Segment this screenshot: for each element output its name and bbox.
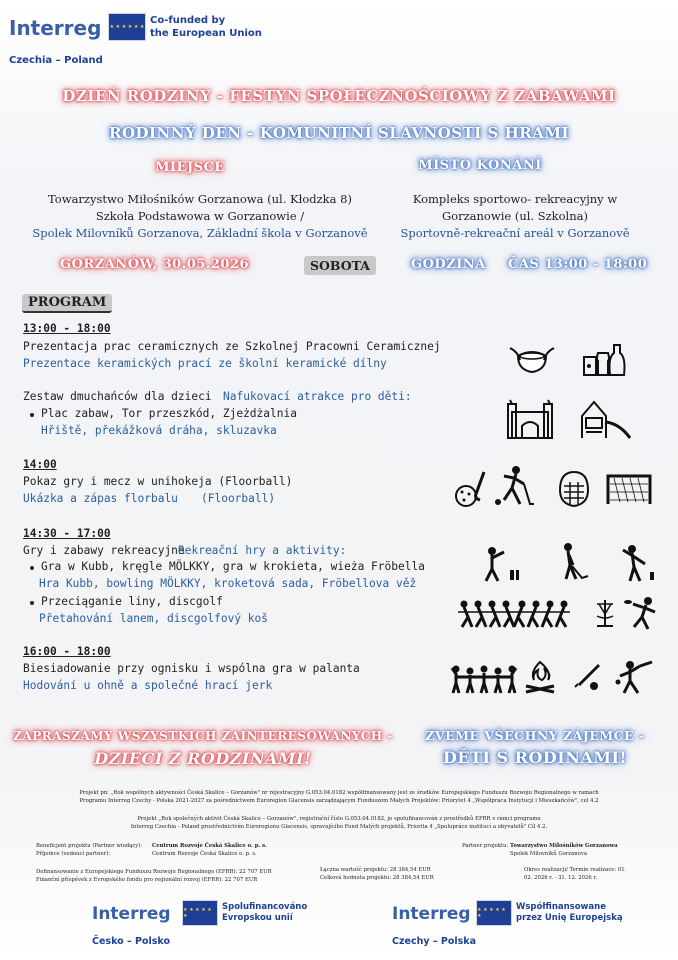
footer-left-interreg: Interreg <box>92 904 171 924</box>
kubb-player-icon <box>480 546 520 582</box>
playground-icon <box>578 396 634 440</box>
tug-of-war-icon <box>458 598 570 628</box>
footer-right-region: Czechy – Polska <box>392 936 477 947</box>
recipient-value: Centrum Rozvoje Česká Skalice o. p. s. <box>152 851 257 857</box>
venue-heading-cz: MÍSTO KONÁNÍ <box>418 158 542 173</box>
period-line2: 02. 2026 r. - 31. 12. 2026 r. <box>524 875 598 881</box>
block2-time: 14:00 <box>23 458 57 471</box>
period-line1: Okres realizacji/ Termín realizace: 01. <box>524 867 627 873</box>
block4-time: 16:00 - 18:00 <box>23 645 111 658</box>
block4-cz1: Hodování u ohně a společné hrací jerk <box>23 679 273 692</box>
block1-pl1: Prezentacja prac ceramicznych ze Szkolnej Pracowni Ceramicznej <box>23 340 441 353</box>
campfire-icon <box>524 660 556 694</box>
invite-pl-line1: ZAPRASZAMY WSZYSTKICH ZAINTERESOWANYCH - <box>13 729 393 743</box>
block1-cz1: Prezentace keramických prací ze školní keramické dílny <box>23 357 387 370</box>
block3-pl1: Gry i zabawy rekreacyjne <box>23 544 185 557</box>
venue-left-line3: Spolek Milovníků Gorzanova, Základní škola v Gorzanově <box>32 226 368 240</box>
block2-pl1: Pokaz gry i mecz w unihokeja (Floorball) <box>23 475 293 488</box>
beneficiary-value: Centrum Rozvoje Česká Skalice o. p. s. <box>152 843 267 849</box>
invite-cz-line2: DĚTI S RODINAMI! <box>442 748 627 767</box>
footer-right-interreg: Interreg <box>392 904 471 924</box>
block3-pl3: Przeciąganie liny, discgolf <box>41 595 223 608</box>
disc-golf-basket-icon <box>594 598 616 628</box>
invite-pl-line2: DZIECI Z RODZINAMI! <box>94 749 312 768</box>
cofinancing-pl: Dofinansowanie z Europejskiego Funduszu Rozwoju Regionalnego (EFRR): 22 707 EUR <box>36 869 272 875</box>
bullet <box>30 601 34 605</box>
croquet-player-icon <box>552 542 592 582</box>
total-value-cz: Celková hodnota projektu: 28 384,54 EUR <box>320 875 434 881</box>
block3-cz2: Hra Kubb, bowling MÖLKKY, kroketová sada, Fröbellova věž <box>39 577 417 590</box>
recipient-label: Příjemce (vedoucí partner): <box>36 851 111 857</box>
venue-left-line1: Towarzystwo Miłośników Gorzanowa (ul. Kłodzka 8) <box>48 192 352 206</box>
floorball-stick-icon <box>450 470 488 510</box>
eu-cofunded-label: Co-funded by the European Union <box>150 15 262 39</box>
title-pl: DZIEŃ RODZINY - FESTYN SPOŁECZNOŚCIOWY Z ZABAWAMI <box>62 87 616 105</box>
venue-right-line3: Sportovně-rekreační areál v Gorzanově <box>400 226 630 240</box>
eu-flag-icon: ★ ★ ★ ★ ★ ★ <box>108 13 146 41</box>
total-value-pl: Łączna wartość projektu: 28 384,54 EUR <box>320 867 431 873</box>
partner-value: Towarzystwo Miłośników Gorzanowa <box>510 843 618 849</box>
event-date: GORZANÓW, 30.05.2026 <box>60 257 250 272</box>
goal-net-icon <box>604 470 654 506</box>
venue-right-line1: Kompleks sportowo- rekreacyjny w <box>412 192 618 206</box>
program-label: PROGRAM <box>22 294 112 313</box>
partner-cz: Spolek Milovníků Gorzanova <box>510 851 587 857</box>
footer-right-eu: Współfinansowane przez Unię Europejską <box>516 902 623 923</box>
block2-cz1a: Ukázka a zápas florbalu <box>23 492 178 505</box>
floorball-player-icon <box>492 464 536 508</box>
bullet <box>30 566 34 570</box>
venue-heading-pl: MIEJSCE <box>155 160 225 175</box>
goalie-helmet-icon <box>556 470 592 508</box>
fineprint-cz: Projekt „Rok společných aktivit Česká Skalice – Gorzanów", registrační číslo G.053.04.0182, je spolufinancován z prostředků EFRR v rámci programu Interreg Czechia - Poland prostřednictvím Euroregionu Glacensis, spravujícího Fond Malých projektů, Priorita 4 „Spolupráce institucí a obyvatelů" Cíl 4.2. <box>130 816 548 830</box>
event-day: SOBOTA <box>304 256 376 275</box>
title-cz: RODINNÝ DEN - KOMUNITNÍ SLAVNOSTI S HRAMI <box>109 124 569 142</box>
block1-cz3: Hřiště, překážková dráha, skluzavka <box>41 424 277 437</box>
pottery-hands-icon <box>508 342 556 376</box>
block3-time: 14:30 - 17:00 <box>23 527 111 540</box>
partner-label: Partner projektu: <box>462 843 509 849</box>
block1-time: 13:00 - 18:00 <box>23 322 111 335</box>
batter-icon <box>614 660 654 694</box>
bullet <box>30 413 34 417</box>
eu-flag-icon: ★ ★ ★ ★ ★ ★ <box>182 900 218 926</box>
cofinancing-cz: Finanční příspěvek z Evropského fondu pro regionální rozvoj (EFRR): 22 707 EUR <box>36 877 258 883</box>
venue-right-line2: Gorzanowie (ul. Szkolna) <box>442 209 588 223</box>
people-together-icon <box>450 664 518 694</box>
disc-golf-thrower-icon <box>624 596 660 630</box>
invite-cz-line1: ZVEME VŠECHNY ZÁJEMCE - <box>425 728 645 743</box>
time-label-pl: GODZINA <box>411 257 486 272</box>
venue-left-line2: Szkoła Podstawowa w Gorzanowie / <box>95 209 305 223</box>
footer-left-eu: Spolufinancováno Evropskou unií <box>222 902 308 923</box>
interreg-logo: Interreg <box>9 16 102 40</box>
venue-right <box>400 191 630 242</box>
block1-cz2: Nafukovací atrakce pro děti: <box>223 390 412 403</box>
footer-left-region: Česko – Polsko <box>92 936 171 947</box>
block3-pl2: Gra w Kubb, kręgle MÖLKKY, gra w krokieta, wieża Fröbella <box>41 560 425 573</box>
block1-pl3: Plac zabaw, Tor przeszkód, Zjeżdżalnia <box>41 407 297 420</box>
region-label: Czechia – Poland <box>9 55 103 66</box>
time-label-cz: ČAS 13:00 - 18:00 <box>508 257 648 272</box>
vases-icon <box>580 343 628 377</box>
bat-and-ball-icon <box>572 662 602 692</box>
eu-flag-icon: ★ ★ ★ ★ ★ ★ <box>476 900 512 926</box>
bouncy-castle-icon <box>506 398 554 440</box>
block3-cz3: Přetahování lanem, discgolfový koš <box>39 612 269 625</box>
molkky-player-icon <box>618 544 658 584</box>
block1-pl2: Zestaw dmuchańców dla dzieci <box>23 390 212 403</box>
venue-left <box>20 191 380 242</box>
fineprint-pl: Projekt pn: „Rok wspólnych aktywności Česká Skalice – Gorzanów" nr rejestracyjny G.053.04.0182 współfinansowany jest ze środków Europejskiego Funduszu Rozwoju Regionalnego w ramach Programu Interreg Czechy - Polska 2021-2027 za pośrednictwem Euroregion Glacensis zarządzającym Funduszem Małych Projektów; Priorytet 4 „Współpraca Instytucji i Mieszkańców", cel 4.2 <box>79 790 599 804</box>
beneficiary-label: Beneficjent projektu (Partner wiodący): <box>36 843 143 849</box>
block2-cz1b: (Floorball) <box>201 492 276 505</box>
block3-cz1: Rekreační hry a aktivity: <box>178 544 347 557</box>
block4-pl1: Biesiadowanie przy ognisku i wspólna gra w palanta <box>23 662 360 675</box>
